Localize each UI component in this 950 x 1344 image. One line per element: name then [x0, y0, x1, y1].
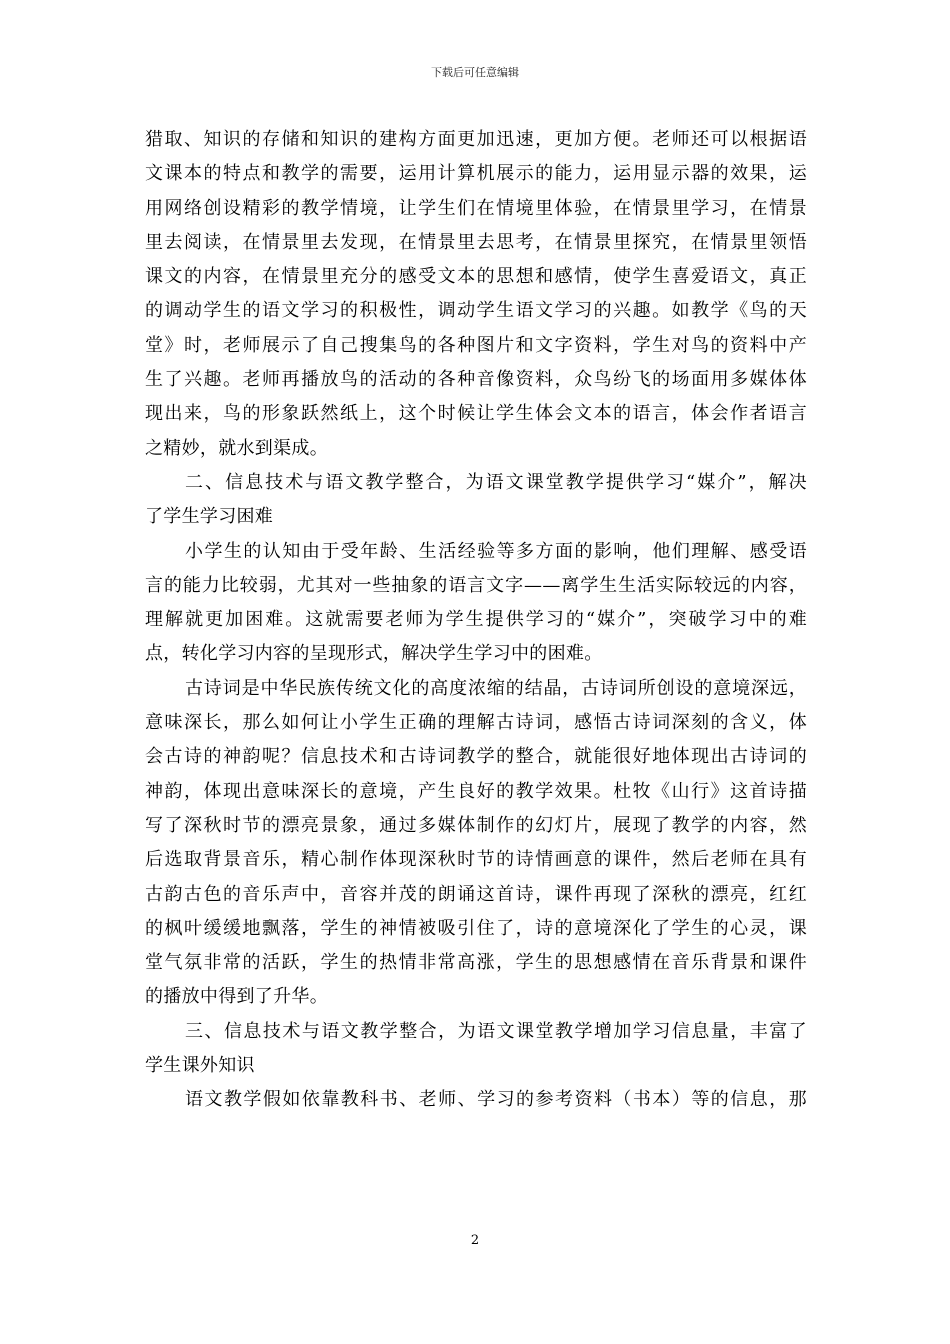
text-line: 现出来，鸟的形象跃然纸上，这个时候让学生体会文本的语言，体会作者语言: [145, 403, 807, 425]
text-line: 用网络创设精彩的教学情境，让学生们在情境里体验，在情景里学习，在情景: [145, 197, 807, 219]
text-line: 的枫叶缓缓地飘落，学生的神情被吸引住了，诗的意境深化了学生的心灵，课: [145, 917, 807, 939]
text-line: 后选取背景音乐，精心制作体现深秋时节的诗情画意的课件，然后老师在具有: [145, 849, 807, 871]
text-line: 文课本的特点和教学的需要，运用计算机展示的能力，运用显示器的效果，运: [145, 163, 807, 185]
text-line: 古韵古色的音乐声中，音容并茂的朗诵这首诗，课件再现了深秋的漂亮，红红: [145, 883, 807, 905]
text-line: 课文的内容，在情景里充分的感受文本的思想和感情，使学生喜爱语文，真正: [145, 266, 807, 288]
page-number: 2: [470, 1233, 480, 1248]
text-line: 之精妙，就水到渠成。: [145, 437, 328, 459]
text-line: 堂气氛非常的活跃，学生的热情非常高涨，学生的思想感情在音乐背景和课件: [145, 952, 807, 974]
text-line: 的播放中得到了升华。: [145, 986, 328, 1008]
text-line: 猎取、知识的存储和知识的建构方面更加迅速，更加方便。老师还可以根据语: [145, 129, 807, 150]
document-body: [145, 123, 807, 1118]
section-heading-line: 学生课外知识: [145, 1055, 255, 1077]
text-line: 语文教学假如依靠教科书、老师、学习的参考资料（书本）等的信息，那: [185, 1089, 807, 1111]
text-line: 生了兴趣。老师再播放鸟的活动的各种音像资料，众鸟纷飞的场面用多媒体体: [145, 369, 807, 391]
text-line: 会古诗的神韵呢？信息技术和古诗词教学的整合，就能很好地体现出古诗词的: [145, 746, 807, 768]
text-line: 小学生的认知由于受年龄、生活经验等多方面的影响，他们理解、感受语: [185, 540, 807, 562]
section-heading-line: 了学生学习困难: [145, 506, 274, 528]
text-line: 理解就更加困难。这就需要老师为学生提供学习的“媒介”，突破学习中的难: [145, 609, 807, 631]
text-line: 的调动学生的语文学习的积极性，调动学生语文学习的兴趣。如教学《鸟的天: [145, 300, 807, 322]
section-heading-line: 二、信息技术与语文教学整合，为语文课堂教学提供学习“媒介”，解决: [185, 471, 807, 493]
text-line: 点，转化学习内容的呈现形式，解决学生学习中的困难。: [145, 643, 603, 665]
text-line: 古诗词是中华民族传统文化的高度浓缩的结晶，古诗词所创设的意境深远，: [185, 677, 807, 699]
text-line: 堂》时，老师展示了自己搜集鸟的各种图片和文字资料，学生对鸟的资料中产: [145, 334, 807, 356]
text-line: 言的能力比较弱，尤其对一些抽象的语言文字——离学生生活实际较远的内容，: [145, 574, 807, 596]
text-line: 意味深长，那么如何让小学生正确的理解古诗词，感悟古诗词深刻的含义，体: [145, 712, 807, 734]
page-header: 下载后可任意编辑: [431, 66, 519, 79]
text-line: 里去阅读，在情景里去发现，在情景里去思考，在情景里探究，在情景里领悟: [145, 231, 807, 253]
text-line: 写了深秋时节的漂亮景象，通过多媒体制作的幻灯片，展现了教学的内容，然: [145, 814, 807, 836]
text-line: 神韵，体现出意味深长的意境，产生良好的教学效果。杜牧《山行》这首诗描: [145, 780, 807, 802]
section-heading-line: 三、信息技术与语文教学整合，为语文课堂教学增加学习信息量，丰富了: [185, 1020, 807, 1042]
